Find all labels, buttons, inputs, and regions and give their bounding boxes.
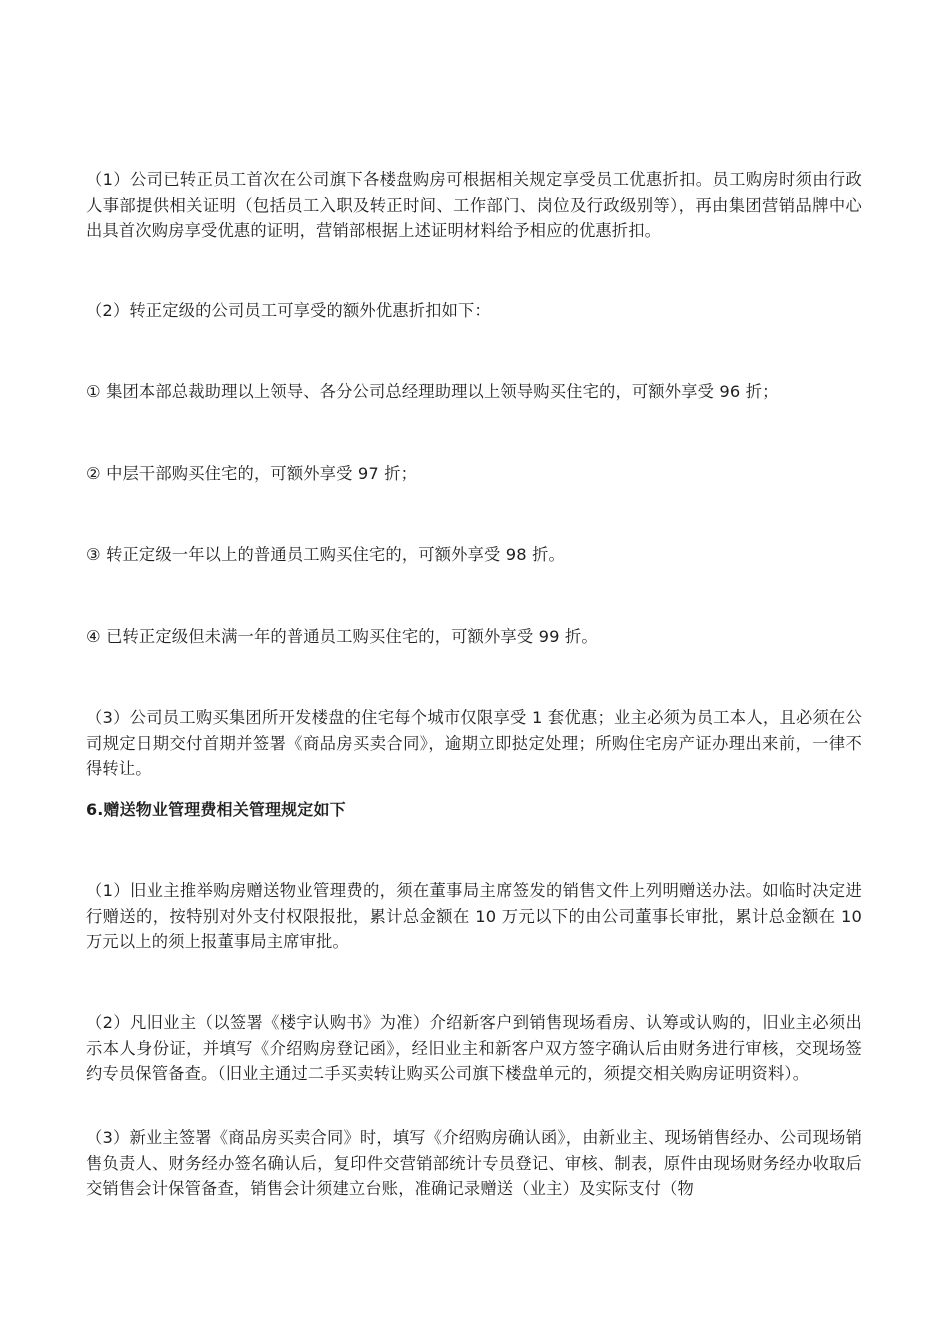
paragraph-old-owner-referral: （2）凡旧业主（以签署《楼宇认购书》为准）介绍新客户到销售现场看房、认筹或认购的，旧业主必须出示本人身份证，并填写《介绍购房登记函》，经旧业主和新客户双方签字确认后由财务进行审核，交现场签约专员保管备查。（旧业主通过二手买卖转让购买公司旗下楼盘单元的，须提交相关购房证明资料）。 — [86, 1013, 862, 1083]
paragraph-property-fee-gift: （1）旧业主推举购房赠送物业管理费的，须在董事局主席签发的销售文件上列明赠送办法。如临时决定进行赠送的，按特别对外支付权限报批，累计总金额在 10 万元以下的由公司董事长审批，累计总金额在 10 万元以上的须上报董事局主席审批。 — [86, 881, 862, 951]
paragraph-one-unit-limit: （3）公司员工购买集团所开发楼盘的住宅每个城市仅限享受 1 套优惠；业主必须为员工本人，且必须在公司规定日期交付首期并签署《商品房买卖合同》，逾期立即挞定处理；所购住宅房产证办理出来前，一律不得转让。 — [86, 708, 862, 778]
list-item-discount-98: ③ 转正定级一年以上的普通员工购买住宅的，可额外享受 98 折。 — [86, 545, 565, 564]
paragraph-employee-discount-eligibility: （1）公司已转正员工首次在公司旗下各楼盘购房可根据相关规定享受员工优惠折扣。员工购房时须由行政人事部提供相关证明（包括员工入职及转正时间、工作部门、岗位及行政级别等），再由集团营销品牌中心出具首次购房享受优惠的证明，营销部根据上述证明材料给予相应的优惠折扣。 — [86, 170, 862, 240]
paragraph-extra-discount-intro: （2）转正定级的公司员工可享受的额外优惠折扣如下： — [86, 301, 491, 320]
paragraph-new-owner-confirmation: （3）新业主签署《商品房买卖合同》时，填写《介绍购房确认函》，由新业主、现场销售经办、公司现场销售负责人、财务经办签名确认后，复印件交营销部统计专员登记、审核、制表，原件由现场财务经办收取后交销售会计保管备查，销售会计须建立台账，准确记录赠送（业主）及实际支付（物 — [86, 1128, 862, 1198]
list-item-discount-99: ④ 已转正定级但未满一年的普通员工购买住宅的，可额外享受 99 折。 — [86, 627, 598, 646]
section-heading: 6.赠送物业管理费相关管理规定如下 — [86, 800, 346, 819]
list-item-discount-96: ① 集团本部总裁助理以上领导、各分公司总经理助理以上领导购买住宅的，可额外享受 96 折； — [86, 382, 779, 401]
list-item-discount-97: ② 中层干部购买住宅的，可额外享受 97 折； — [86, 464, 418, 483]
